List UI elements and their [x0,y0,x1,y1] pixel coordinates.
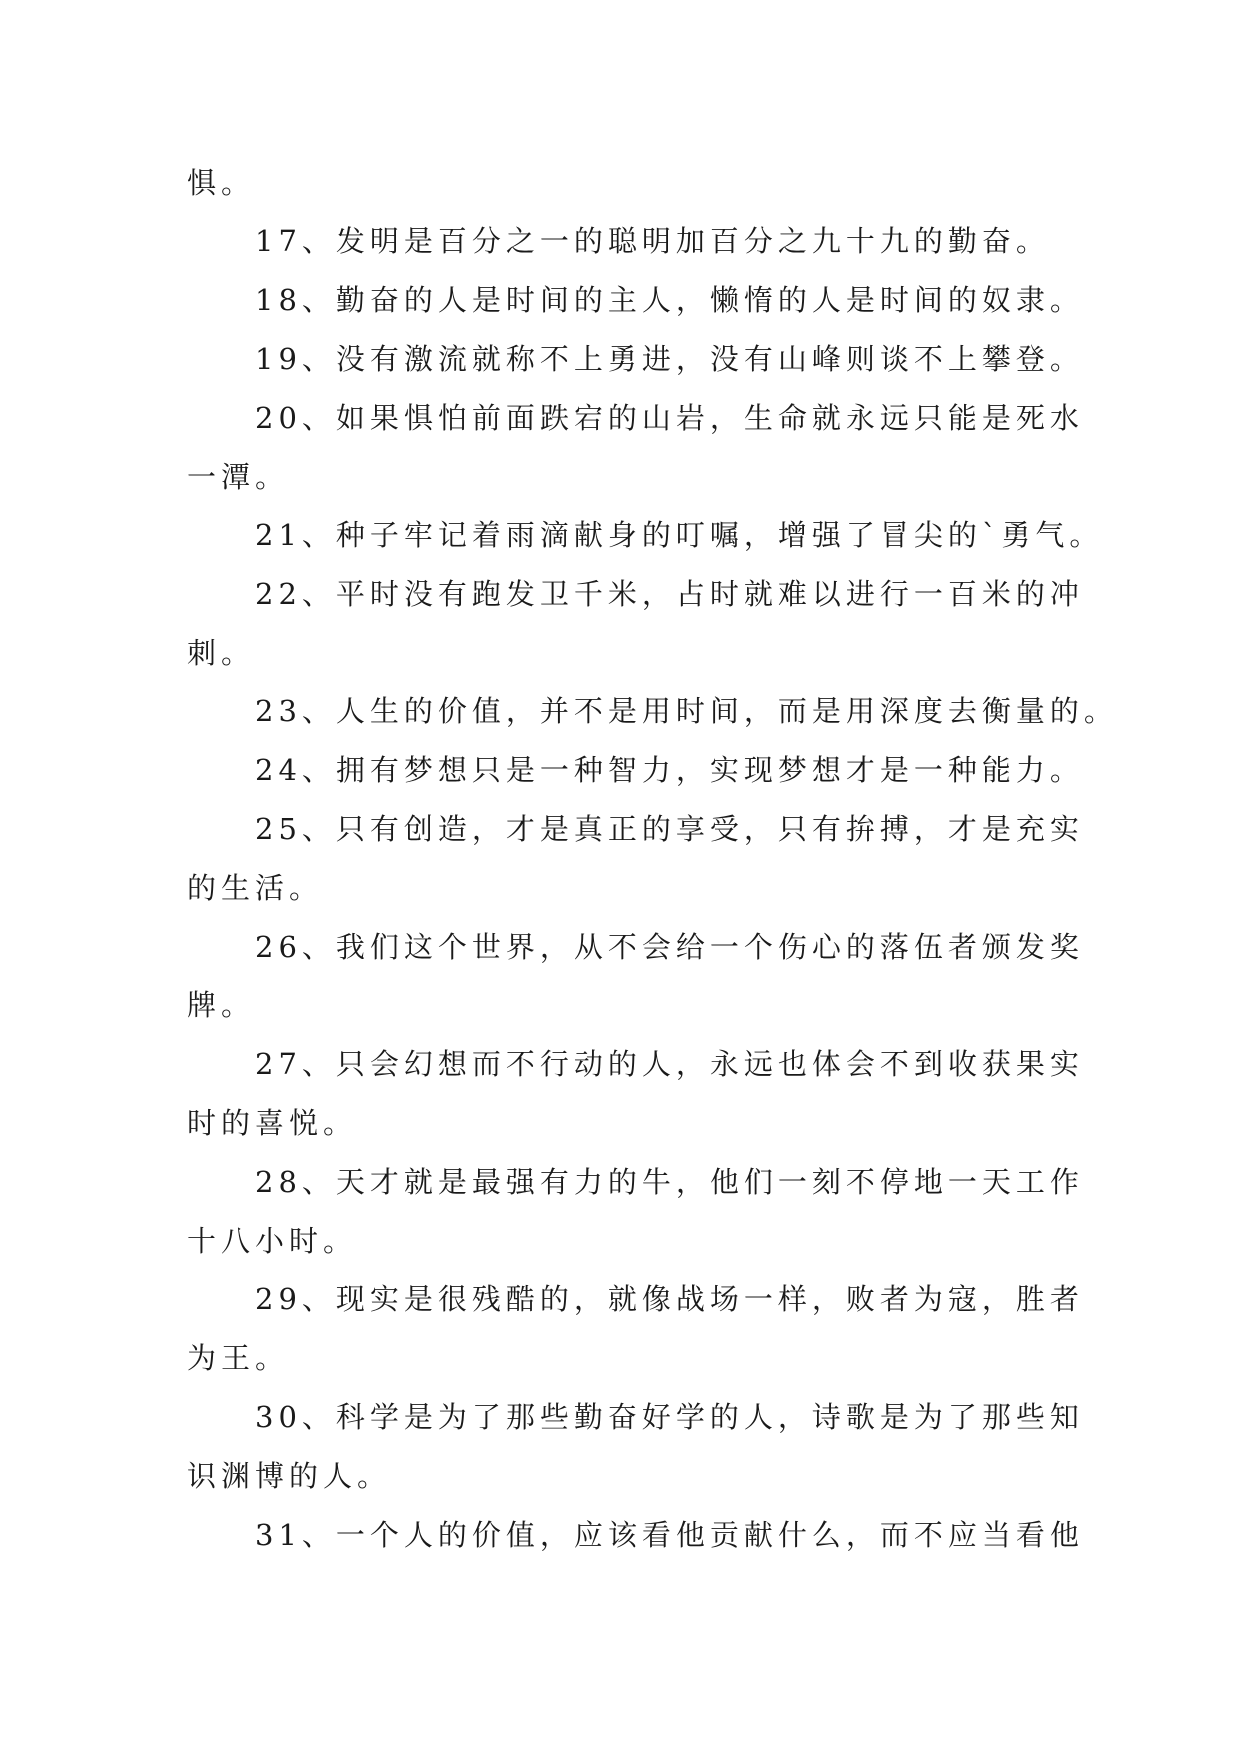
text-line: 25、只有创造，才是真正的享受，只有拚搏，才是充实 [255,812,1084,846]
text-line: 一潭。 [187,460,290,494]
text-line: 20、如果惧怕前面跌宕的山岩，生命就永远只能是死水 [255,401,1084,435]
text-line: 31、一个人的价值，应该看他贡献什么，而不应当看他 [255,1518,1084,1552]
text-line: 17、发明是百分之一的聪明加百分之九十九的勤奋。 [255,224,1050,258]
text-line: 识渊博的人。 [187,1459,392,1493]
text-line: 18、勤奋的人是时间的主人，懒惰的人是时间的奴隶。 [255,283,1084,317]
text-line: 30、科学是为了那些勤奋好学的人，诗歌是为了那些知 [255,1400,1084,1434]
text-line: 牌。 [187,988,256,1022]
text-line: 的生活。 [187,871,324,905]
text-line: 23、人生的价值，并不是用时间，而是用深度去衡量的。 [255,694,1118,728]
text-line: 22、平时没有跑发卫千米，占时就难以进行一百米的冲 [255,577,1084,611]
text-line: 26、我们这个世界，从不会给一个伤心的落伍者颁发奖 [255,930,1084,964]
text-line: 刺。 [187,636,256,670]
text-line: 27、只会幻想而不行动的人，永远也体会不到收获果实 [255,1047,1084,1081]
text-line: 惧。 [187,166,256,200]
text-line: 24、拥有梦想只是一种智力，实现梦想才是一种能力。 [255,753,1084,787]
text-line: 时的喜悦。 [187,1106,358,1140]
text-line: 21、种子牢记着雨滴献身的叮嘱，增强了冒尖的`勇气。 [255,518,1104,552]
text-line: 28、天才就是最强有力的牛，他们一刻不停地一天工作 [255,1165,1084,1199]
text-line: 19、没有激流就称不上勇进，没有山峰则谈不上攀登。 [255,342,1084,376]
text-line: 29、现实是很残酷的，就像战场一样，败者为寇，胜者 [255,1282,1084,1316]
text-line: 十八小时。 [187,1224,358,1258]
text-line: 为王。 [187,1341,290,1375]
